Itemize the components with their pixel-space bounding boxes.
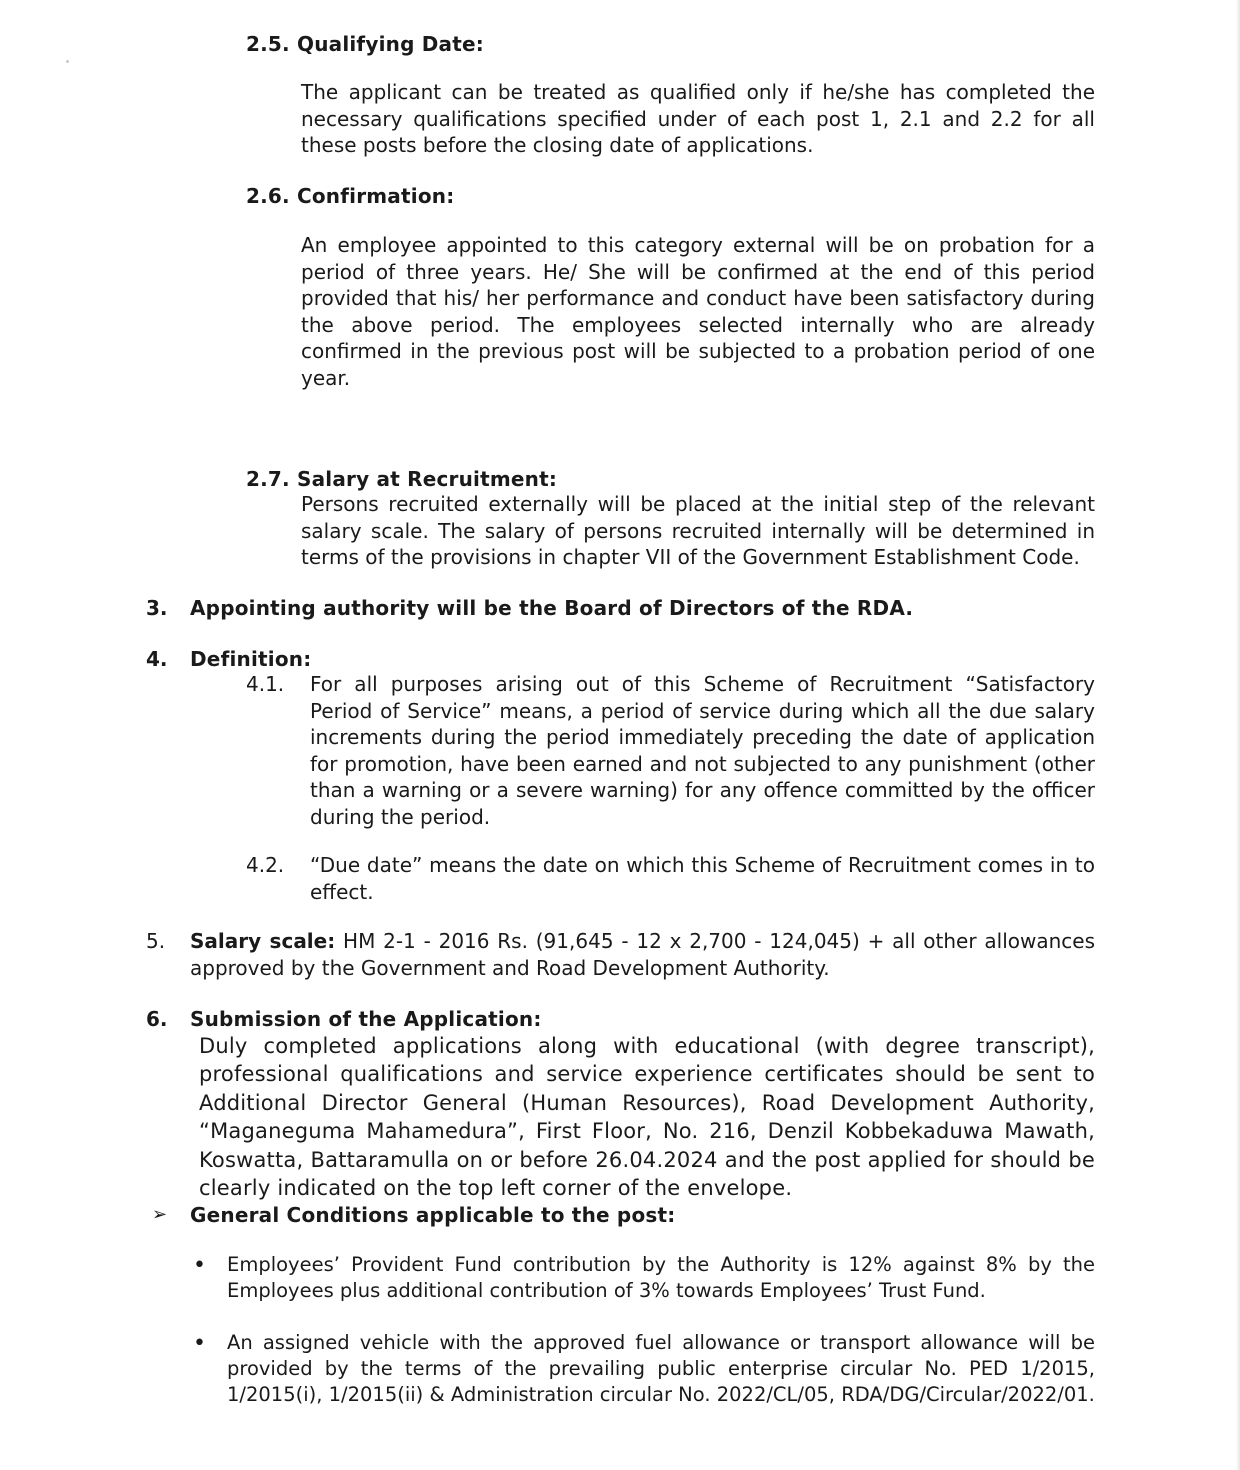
bullet-icon: •	[193, 1331, 206, 1356]
scan-edge-shadow	[1236, 0, 1240, 1470]
section-5-number: 5.	[146, 929, 166, 953]
section-3-text: Appointing authority will be the Board of Directors of the RDA.	[190, 596, 914, 620]
section-4-number: 4.	[146, 647, 168, 671]
section-6-heading: Submission of the Application:	[190, 1007, 542, 1031]
general-condition-2: An assigned vehicle with the approved fuel allowance or transport allowance will be provided by the terms of the prevailing public enterprise circular No. PED 1/2015, 1/2015(i), 1/2015(ii) & Administration circular No. 2022/CL/05, RDA/DG/Circular/2022/01.	[227, 1331, 1095, 1406]
section-5-paragraph	[190, 928, 1095, 981]
section-4-2-text: “Due date” means the date on which this Scheme of Recruitment comes in to effect.	[310, 853, 1095, 904]
section-6-number: 6.	[146, 1007, 168, 1031]
section-2-6-body: An employee appointed to this category external will be on probation for a period of three years. He/ She will be confirmed at the end of this period provided that his/ her performance and conduct have been satisfactory during the above period. The employees selected internally who are already confirmed in the previous post will be subjected to a probation period of one year.	[301, 233, 1095, 390]
section-2-7-heading: 2.7. Salary at Recruitment:	[246, 467, 558, 491]
salary-scale-label: Salary scale:	[190, 929, 336, 953]
section-2-5-body: The applicant can be treated as qualified only if he/she has completed the necessary qualifications specified under of each post 1, 2.1 and 2.2 for all these posts before the closing date of applications.	[301, 80, 1095, 157]
section-4-1-number: 4.1.	[246, 672, 285, 696]
section-3-number: 3.	[146, 596, 168, 620]
section-6-body: Duly completed applications along with educational (with degree transcript), professional qualifications and service experience certificates should be sent to Additional Director General (Human Resources), Road Development Authority, “Maganeguma Mahamedura”, First Floor, No. 216, Denzil Kobbekaduwa Mawath, Koswatta, Battaramulla on or before 26.04.2024 and the post applied for should be clearly indicated on the top left corner of the envelope.	[199, 1034, 1095, 1201]
section-4-heading: Definition:	[190, 647, 312, 671]
section-2-6-heading: 2.6. Confirmation:	[246, 184, 455, 208]
bullet-icon: •	[193, 1253, 206, 1278]
scan-speck	[66, 60, 69, 63]
section-4-2-number: 4.2.	[246, 853, 285, 877]
section-2-5-heading: 2.5. Qualifying Date:	[246, 32, 484, 56]
salary-scale-text: HM 2-1 - 2016 Rs. (91,645 - 12 x 2,700 - 124,045) + all other allowances approved by the Government and Road Development Authority.	[190, 929, 1095, 980]
general-conditions-heading: General Conditions applicable to the post:	[190, 1203, 676, 1227]
general-condition-1: Employees’ Provident Fund contribution by the Authority is 12% against 8% by the Employees plus additional contribution of 3% towards Employees’ Trust Fund.	[227, 1253, 1095, 1302]
section-2-7-body: Persons recruited externally will be placed at the initial step of the relevant salary scale. The salary of persons recruited internally will be determined in terms of the provisions in chapter VII of the Government Establishment Code.	[301, 492, 1095, 569]
section-4-1-text: For all purposes arising out of this Scheme of Recruitment “Satisfactory Period of Service” means, a period of service during which all the due salary increments during the period immediately preceding the date of application for promotion, have been earned and not subjected to any punishment (other than a warning or a severe warning) for any offence committed by the officer during the period.	[310, 672, 1095, 829]
arrow-marker-icon: ➢	[152, 1204, 168, 1225]
